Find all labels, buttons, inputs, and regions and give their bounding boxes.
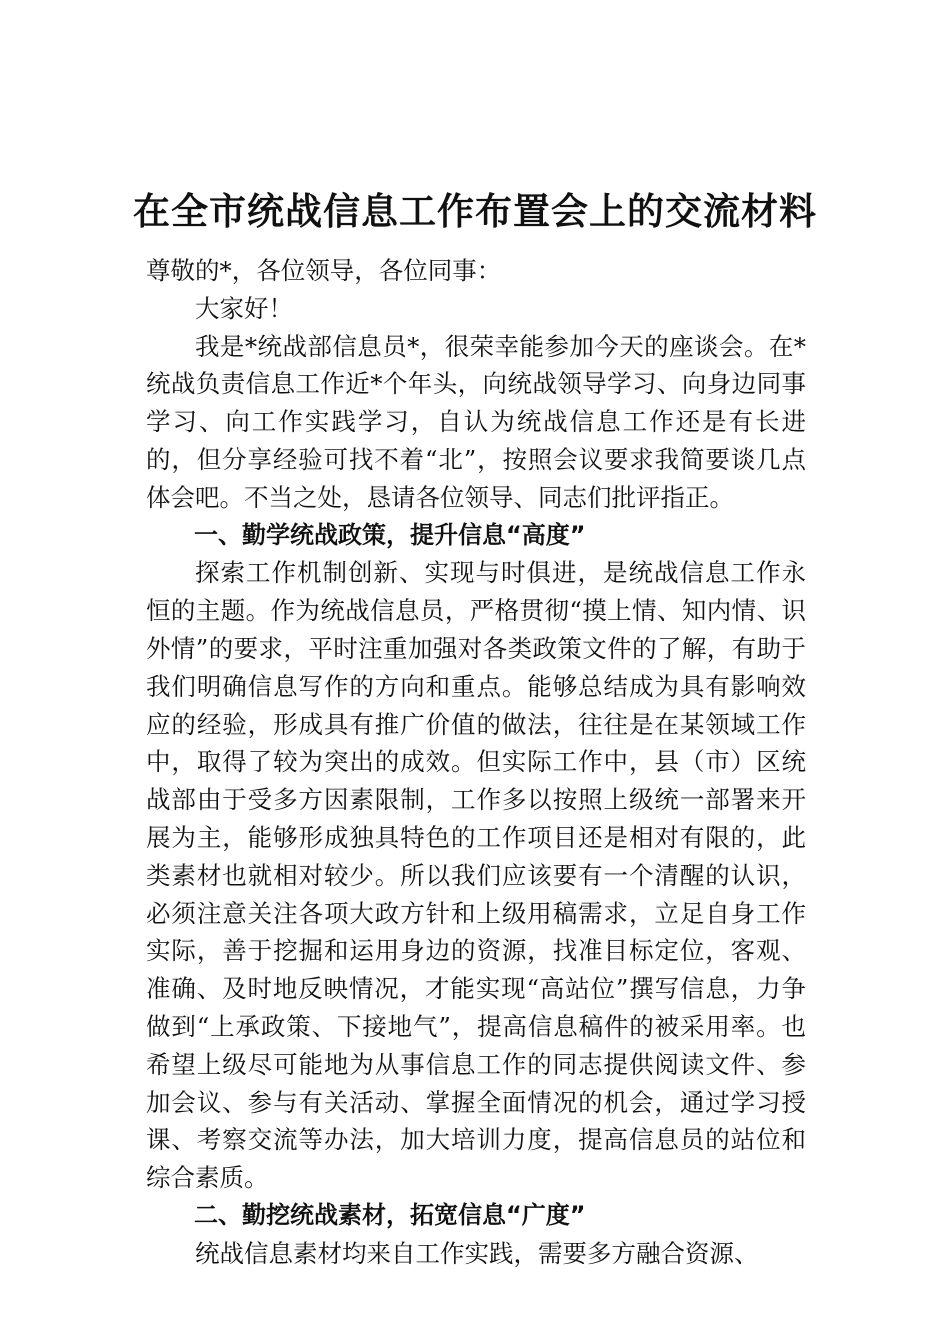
section-1-paragraph: 探索工作机制创新、实现与时俱进，是统战信息工作永恒的主题。作为统战信息员，严格贯彻“摸上情、知内情、识外情”的要求，平时注重加强对各类政策文件的了解，有助于我们明确信息写作的方向和重点。能够总结成为具有影响效应的经验，形成具有推广价值的做法，往往是在某领域工作中，取得了较为突出的成效。但实际工作中，县（市）区统战部由于受多方因素限制，工作多以按照上级统一部署来开展为主，能够形成独具特色的工作项目还是相对有限的，此类素材也就相对较少。所以我们应该要有一个清醒的认识，必须注意关注各项大政方针和上级用稿需求，立足自身工作实际，善于挖掘和运用身边的资源，找准目标定位，客观、准确、及时地反映情况，才能实现“高站位”撰写信息，力争做到“上承政策、下接地气”，提高信息稿件的被采用率。也希望上级尽可能地为从事信息工作的同志提供阅读文件、参加会议、参与有关活动、掌握全面情况的机会，通过学习授课、考察交流等办法，加大培训力度，提高信息员的站位和综合素质。 — [146, 558, 806, 1193]
section-1-heading: 一、勤学统战政策，提升信息“高度” — [194, 520, 586, 549]
section-2-paragraph: 统战信息素材均来自工作实践，需要多方融合资源、 — [195, 1238, 759, 1268]
document-title: 在全市统战信息工作布置会上的交流材料 — [133, 188, 817, 233]
salutation: 尊敬的*，各位领导，各位同事： — [146, 256, 502, 285]
intro-paragraph: 我是*统战部信息员*，很荣幸能参加今天的座谈会。在*统战负责信息工作近*个年头，向统战领导学习、向身边同事学习、向工作实践学习，自认为统战信息工作还是有长进的，但分享经验可找不着“北”，按照会议要求我简要谈几点体会吧。不当之处，恳请各位领导、同志们批评指正。 — [146, 331, 806, 512]
greeting: 大家好！ — [195, 293, 293, 323]
document-body — [146, 252, 806, 1273]
section-2-heading: 二、勤挖统战素材，拓宽信息“广度” — [194, 1200, 586, 1229]
